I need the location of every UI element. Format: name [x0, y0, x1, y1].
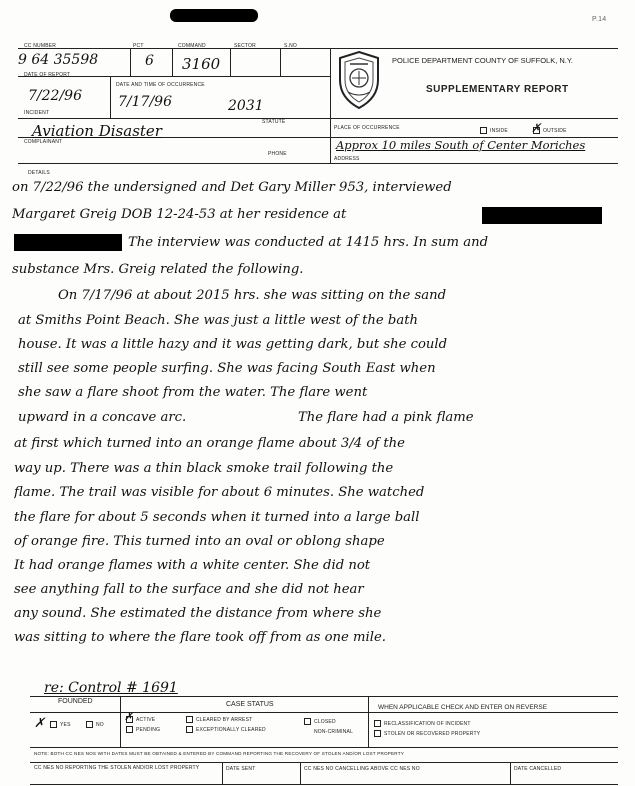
inside-label: INSIDE — [490, 128, 508, 134]
outside-label: OUTSIDE — [543, 128, 567, 134]
time-of-occurrence: 2031 — [228, 98, 264, 114]
redaction-address-1 — [482, 207, 602, 224]
narrative-line-15: of orange fire. This turned into an oval or oblong shape — [14, 534, 385, 549]
cc-cancel-label: CC NES NO CANCELLING ABOVE CC NES NO — [304, 766, 420, 772]
narrative-line-12: way up. There was a thin black smoke trail following the — [14, 461, 394, 476]
narrative-line-9 — [18, 385, 618, 400]
control-number: re: Control # 1691 — [44, 680, 178, 696]
yes-label: YES — [60, 722, 71, 728]
date-of-report: 7/22/96 — [28, 88, 82, 104]
non-criminal-label: NON-CRIMINAL — [314, 729, 354, 735]
incident-value: Aviation Disaster — [32, 122, 162, 140]
cc-stolen-label: CC NES NO REPORTING THE STOLEN AND/OR LOST PROPERTY — [34, 765, 200, 771]
redaction-top — [170, 9, 258, 22]
date-sent-label: DATE SENT — [226, 766, 256, 772]
narrative-line-10 — [18, 410, 288, 425]
details-label: DETAILS — [28, 170, 50, 176]
reclassification-label: RECLASSIFICATION OF INCIDENT — [384, 721, 471, 727]
cc-number: 9 64 35598 — [18, 52, 99, 68]
narrative-line-13: flame. The trail was visible for about 6 minutes. She watched — [14, 485, 425, 500]
stolen-property-label: STOLEN OR RECOVERED PROPERTY — [384, 731, 481, 737]
reclassification-checkbox[interactable] — [374, 720, 381, 727]
narrative-line-7: house. It was a little hazy and it was getting dark, but she could — [18, 337, 448, 352]
pct-label: PCT — [133, 43, 144, 49]
header-department: POLICE DEPARTMENT COUNTY OF SUFFOLK, N.Y. — [392, 56, 574, 65]
narrative-line-16: It had orange flames with a white center. She did not — [14, 558, 371, 573]
underlined-flare-sentence: she saw a flare shoot from the water. The flare went — [18, 385, 368, 400]
founded-yes-checkbox[interactable] — [50, 721, 57, 728]
pending-label: PENDING — [136, 727, 161, 733]
founded-label: FOUNDED — [58, 698, 93, 705]
exceptionally-cleared-checkbox[interactable] — [186, 726, 193, 733]
police-seal-icon — [336, 50, 382, 110]
narrative-line-4: substance Mrs. Greig related the following. — [12, 262, 304, 277]
narrative-line-5: On 7/17/96 at about 2015 hrs. she was sitting on the sand — [58, 288, 447, 303]
redaction-address-2 — [14, 234, 122, 251]
stolen-property-checkbox[interactable] — [374, 730, 381, 737]
sector-label: SECTOR — [234, 43, 256, 49]
command-label: COMMAND — [178, 43, 206, 49]
date-cancelled-label: DATE CANCELLED — [514, 766, 562, 772]
active-label: ACTIVE — [136, 717, 156, 723]
cleared-arrest-checkbox[interactable] — [186, 716, 193, 723]
pct-value: 6 — [145, 53, 154, 69]
active-check-mark: ✗ — [124, 710, 134, 723]
underlined-concave-arc: upward in a concave arc. — [18, 410, 187, 425]
narrative-line-6: at Smiths Point Beach. She was just a little west of the bath — [18, 313, 418, 328]
yes-check-mark: ✗ — [34, 716, 45, 731]
narrative-line-3: The interview was conducted at 1415 hrs. In sum and — [128, 235, 489, 250]
command-value: 3160 — [182, 55, 221, 73]
narrative-line-18: any sound. She estimated the distance from where she — [14, 606, 382, 621]
address-label: ADDRESS — [334, 156, 360, 162]
case-status-label: CASE STATUS — [226, 701, 274, 708]
outside-check-mark: ✗ — [531, 121, 542, 135]
date-of-occurrence: 7/17/96 — [118, 94, 172, 110]
closed-checkbox[interactable] — [304, 718, 311, 725]
narrative-line-2: Margaret Greig DOB 12-24-53 at her residence at — [12, 207, 347, 222]
cc-number-label: CC NUMBER — [24, 43, 57, 49]
date-time-occurrence-label: DATE AND TIME OF OCCURRENCE — [116, 82, 205, 88]
header-title: SUPPLEMENTARY REPORT — [426, 84, 569, 95]
place-of-occurrence-label: PLACE OF OCCURRENCE — [334, 125, 400, 131]
pending-checkbox[interactable] — [126, 726, 133, 733]
narrative-line-1: on 7/22/96 the undersigned and Det Gary Miller 953, interviewed — [12, 180, 452, 195]
closed-label: CLOSED — [314, 719, 336, 725]
no-label: NO — [96, 722, 104, 728]
statute-label: STATUTE — [262, 119, 286, 125]
inside-checkbox[interactable] — [480, 127, 487, 134]
bottom-note: NOTE: BOTH CC NES NOS WITH DATES MUST BE OBTAINED & ENTERED BY COMMAND REPORTING THE RECOVERY OF STOLEN AND/OR LOST PROPERTY — [34, 751, 404, 756]
exceptionally-cleared-label: EXCEPTIONALLY CLEARED — [196, 727, 266, 733]
founded-no-checkbox[interactable] — [86, 721, 93, 728]
narrative-line-17: see anything fall to the surface and she did not hear — [14, 582, 364, 597]
complainant-label: COMPLAINANT — [24, 139, 63, 145]
narrative-line-10b: The flare had a pink flame — [298, 410, 474, 425]
incident-label: INCIDENT — [24, 110, 50, 116]
narrative-line-19: was sitting to where the flare took off from as one mile. — [14, 630, 386, 645]
sno-label: S.NO — [284, 43, 298, 49]
place-value: Approx 10 miles South of Center Moriches — [336, 138, 586, 152]
cleared-arrest-label: CLEARED BY ARREST — [196, 717, 253, 723]
date-of-report-label: DATE OF REPORT — [24, 72, 71, 78]
narrative-line-14: the flare for about 5 seconds when it turned into a large ball — [14, 510, 420, 525]
narrative-line-8: still see some people surfing. She was facing South East when — [18, 361, 436, 376]
narrative-line-11: at first which turned into an orange flame about 3/4 of the — [14, 436, 405, 451]
phone-label: PHONE — [268, 151, 287, 157]
when-applicable-label: WHEN APPLICABLE CHECK AND ENTER ON REVERSE — [378, 704, 548, 711]
page-number: P.14 — [592, 16, 607, 23]
